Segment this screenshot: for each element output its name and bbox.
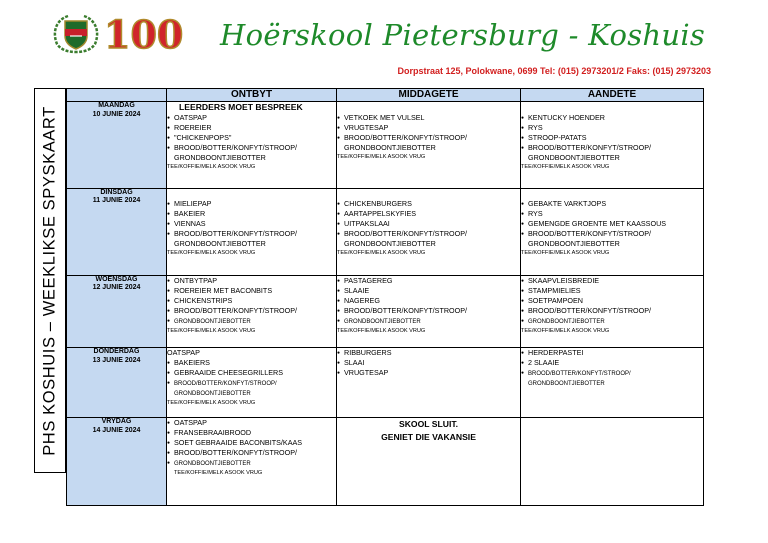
list-item-continuation: GRONDBOONTJIEBOTTER — [174, 238, 266, 248]
cell-note: TEE/KOFFIE/MELK ASOOK VRUG — [167, 400, 256, 407]
day-cell — [67, 348, 167, 418]
day-name: DINSDAG — [100, 188, 133, 196]
day-cell — [67, 188, 167, 275]
list-item: ● BROOD/BOTTER/KONFYT/STROOP/ — [167, 229, 336, 239]
list-item: ● GRONDBOONTJIEBOTTER — [337, 316, 520, 327]
day-date: 11 JUNIE 2024 — [92, 197, 141, 205]
cell-note: TEE/KOFFIE/MELK ASOOK VRUG — [167, 249, 256, 256]
day-name: VRYDAG — [101, 418, 132, 426]
day-date: 13 JUNIE 2024 — [92, 356, 141, 364]
meal-cell — [521, 348, 704, 418]
meal-cell — [521, 275, 704, 348]
school-logo — [48, 12, 210, 54]
menu-table — [66, 88, 704, 506]
meal-cell — [521, 188, 704, 275]
table-row — [67, 418, 704, 506]
cell-note: TEE/KOFFIE/MELK ASOOK VRUG — [521, 164, 610, 171]
list-item: ● "CHICKENPOPS" — [167, 133, 336, 143]
meal-cell — [337, 102, 521, 189]
day-date: 14 JUNIE 2024 — [92, 426, 141, 434]
list-item: ● BROOD/BOTTER/KONFYT/STROOP/ — [167, 448, 336, 458]
list-item: ● SOETPAMPOEN — [521, 296, 703, 306]
meal-cell — [167, 348, 337, 418]
cell-note: TEE/KOFFIE/MELK ASOOK VRUG — [521, 327, 610, 334]
list-item: ● BROOD/BOTTER/KONFYT/STROOP/ — [337, 229, 520, 239]
list-item: ● SKAAPVLEISBREDIE — [521, 276, 703, 286]
cell-note: TEE/KOFFIE/MELK ASOOK VRUG — [337, 154, 426, 161]
day-cell — [67, 275, 167, 348]
meal-cell — [167, 418, 337, 506]
list-item: ● SOET GEBRAAIDE BACONBITS/KAAS — [167, 438, 336, 448]
day-cell — [67, 418, 167, 506]
cell-note: TEE/KOFFIE/MELK ASOOK VRUG — [167, 327, 256, 334]
cell-note: TEE/KOFFIE/MELK ASOOK VRUG — [521, 249, 610, 256]
list-item: ● FRANSEBRAAIBROOD — [167, 428, 336, 438]
list-item-continuation: GRONDBOONTJIEBOTTER — [528, 238, 620, 248]
list-item: ● GRONDBOONTJIEBOTTER — [521, 316, 703, 327]
list-item: ● SLAAIE — [337, 286, 520, 296]
table-header-row — [67, 89, 704, 102]
meal-cell — [167, 188, 337, 275]
sidebar-title-box — [34, 88, 66, 473]
meal-cell — [337, 188, 521, 275]
list-item: ● KENTUCKY HOENDER — [521, 113, 703, 123]
list-item: ● GRONDBOONTJIEBOTTER — [167, 316, 336, 327]
list-item: ● CHICKENSTRIPS — [167, 296, 336, 306]
closing-message-line-2: GENIET DIE VAKANSIE — [381, 432, 476, 443]
list-item-continuation: GRONDBOONTJIEBOTTER — [528, 153, 620, 163]
page-header — [0, 0, 768, 76]
list-item: ● CHICKENBURGERS — [337, 199, 520, 209]
list-item: ● BROOD/BOTTER/KONFYT/STROOP/ — [521, 306, 703, 316]
list-item: ● RYS — [521, 209, 703, 219]
cell-note: TEE/KOFFIE/MELK ASOOK VRUG — [337, 249, 426, 256]
list-item: ● GRONDBOONTJIEBOTTER — [167, 458, 336, 469]
list-item: ● STAMPMIELIES — [521, 286, 703, 296]
list-item: ● BROOD/BOTTER/KONFYT/STROOP/ — [521, 229, 703, 239]
sidebar-title: PHS KOSHUIS – WEEKLIKSE SPYSKAART — [40, 105, 59, 456]
list-item: ● BROOD/BOTTER/KONFYT/STROOP/ — [521, 143, 703, 153]
list-item-continuation: GRONDBOONTJIEBOTTER — [174, 153, 266, 163]
list-item: ● GEBRAAIDE CHEESEGRILLERS — [167, 368, 336, 378]
list-item: ● BROOD/BOTTER/KONFYT/STROOP/ — [337, 306, 520, 316]
list-item: ● VETKOEK MET VULSEL — [337, 113, 520, 123]
list-item: ● OATSPAP — [167, 418, 336, 428]
column-header-ontbyt: ONTBYT — [167, 89, 337, 102]
meal-cell-closed — [337, 418, 521, 506]
list-item: ● BAKEIER — [167, 209, 336, 219]
list-item: ● RIBBURGERS — [337, 348, 520, 358]
table-row — [67, 348, 704, 418]
list-item: ● HERDERPASTEI — [521, 348, 703, 358]
meal-cell — [337, 348, 521, 418]
school-name: Hoërskool Pietersburg - Koshuis — [220, 18, 706, 52]
table-row — [67, 188, 704, 275]
table-row — [67, 275, 704, 348]
list-item: ● VIENNAS — [167, 219, 336, 229]
list-item: ● ONTBYTPAP — [167, 276, 336, 286]
column-header-middagete: MIDDAGETE — [337, 89, 521, 102]
column-header-aandete: AANDETE — [521, 89, 704, 102]
list-item: ● SLAAI — [337, 358, 520, 368]
list-item: ● BROOD/BOTTER/KONFYT/STROOP/ — [521, 368, 703, 379]
list-item: ● MIELIEPAP — [167, 199, 336, 209]
table-row — [67, 102, 704, 189]
cell-note: TEE/KOFFIE/MELK ASOOK VRUG — [174, 470, 263, 477]
day-cell — [67, 102, 167, 189]
school-address: Dorpstraat 125, Polokwane, 0699 Tel: (015) 2973201/2 Faks: (015) 2973203 — [397, 66, 711, 76]
list-item-continuation: GRONDBOONTJIEBOTTER — [344, 143, 436, 153]
list-item: OATSPAP — [167, 348, 200, 358]
list-item: ● OATSPAP — [167, 113, 336, 123]
list-item: ● AARTAPPELSKYFIES — [337, 209, 520, 219]
list-item: ● BROOD/BOTTER/KONFYT/STROOP/ — [167, 306, 336, 316]
list-item: ● STROOP-PATATS — [521, 133, 703, 143]
list-item-continuation: GRONDBOONTJIEBOTTER — [344, 238, 436, 248]
day-date: 10 JUNIE 2024 — [92, 110, 141, 118]
meal-cell — [521, 102, 704, 189]
list-item-continuation: GRONDBOONTJIEBOTTER — [528, 381, 605, 388]
day-name: DONDERDAG — [93, 348, 140, 356]
corner-cell — [67, 89, 167, 102]
list-item: ● GEBAKTE VARKTJOPS — [521, 199, 703, 209]
list-item: ● BROOD/BOTTER/KONFYT/STROOP/ — [167, 143, 336, 153]
list-item: ● BAKEIERS — [167, 358, 336, 368]
logo-number: 100 — [104, 12, 184, 54]
list-item: ● ROEREIER MET BACONBITS — [167, 286, 336, 296]
list-item: ● ROEREIER — [167, 123, 336, 133]
meal-cell-empty — [521, 418, 704, 506]
day-name: MAANDAG — [98, 102, 135, 110]
list-item: ● BROOD/BOTTER/KONFYT/STROOP/ — [167, 378, 336, 389]
list-item: ● PASTAGEREG — [337, 276, 520, 286]
meal-cell — [167, 102, 337, 189]
list-item: ● RYS — [521, 123, 703, 133]
list-item: ● VRUGTESAP — [337, 123, 520, 133]
list-item: ● VRUGTESAP — [337, 368, 520, 378]
day-date: 12 JUNIE 2024 — [92, 284, 141, 292]
meal-cell — [167, 275, 337, 348]
list-item-continuation: GRONDBOONTJIEBOTTER — [174, 391, 251, 398]
meal-cell — [337, 275, 521, 348]
list-item: ● NAGEREG — [337, 296, 520, 306]
list-item: ● 2 SLAAIE — [521, 358, 703, 368]
list-item: ● BROOD/BOTTER/KONFYT/STROOP/ — [337, 133, 520, 143]
closing-message-line-1: SKOOL SLUIT. — [398, 419, 459, 430]
day-name: WOENSDAG — [95, 275, 138, 283]
cell-note: TEE/KOFFIE/MELK ASOOK VRUG — [167, 164, 256, 171]
list-item: ● GEMENGDE GROENTE MET KAASSOUS — [521, 219, 703, 229]
cell-note: TEE/KOFFIE/MELK ASOOK VRUG — [337, 327, 426, 334]
list-item: ● UITPAKSLAAI — [337, 219, 520, 229]
cell-title: LEERDERS MOET BESPREEK — [179, 102, 303, 113]
